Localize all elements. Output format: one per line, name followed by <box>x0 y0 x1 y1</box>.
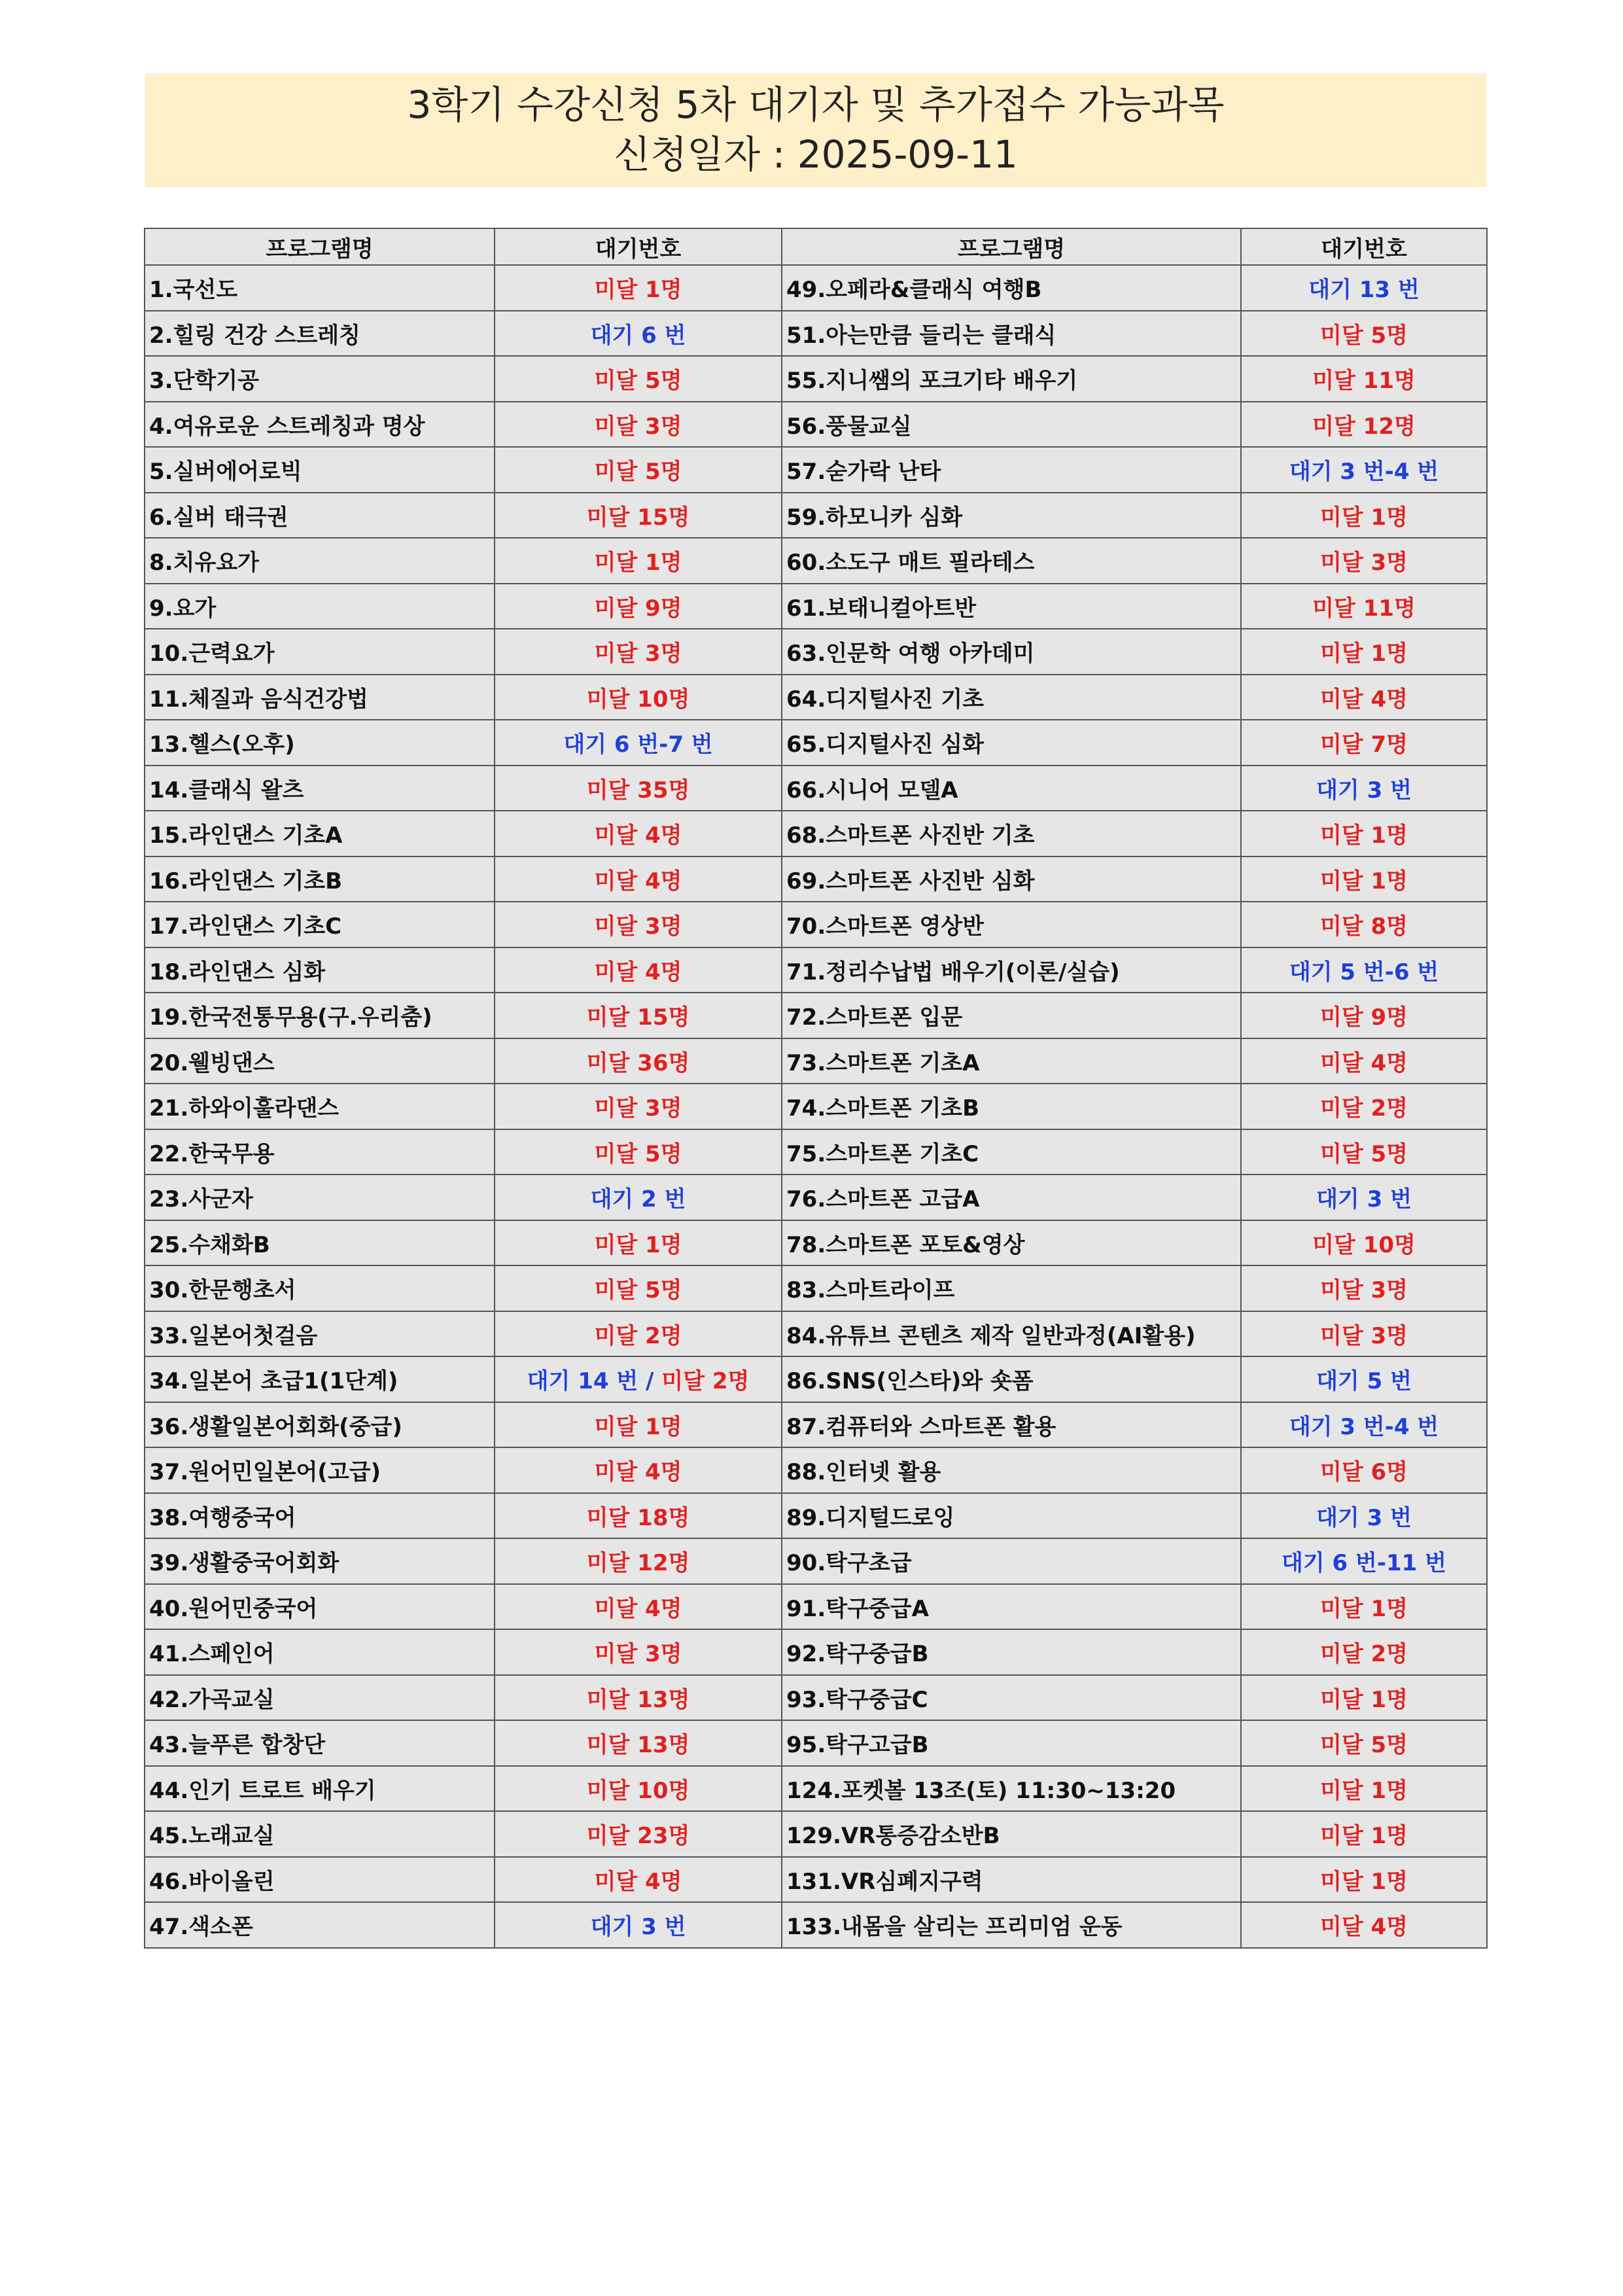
program-name-cell: 64.디지털사진 기초 <box>782 675 1241 720</box>
status-cell: 대기 13 번 <box>1241 265 1487 311</box>
header-program-name-left: 프로그램명 <box>145 228 495 265</box>
status-cell: 미달 35명 <box>495 766 782 811</box>
status-cell: 미달 1명 <box>1241 1766 1487 1812</box>
table-row <box>145 1356 1487 1402</box>
status-cell: 미달 1명 <box>1241 1675 1487 1721</box>
table-row <box>145 1129 1487 1175</box>
status-cell: 미달 6명 <box>1241 1447 1487 1493</box>
program-name-cell: 75.스마트폰 기초C <box>782 1129 1241 1175</box>
program-name-cell: 68.스마트폰 사진반 기초 <box>782 811 1241 857</box>
status-cell: 미달 2명 <box>1241 1084 1487 1129</box>
table-row <box>145 1720 1487 1766</box>
program-name-cell: 73.스마트폰 기초A <box>782 1038 1241 1084</box>
program-name-cell: 14.클래식 왈츠 <box>145 766 495 811</box>
program-name-cell: 90.탁구초급 <box>782 1538 1241 1584</box>
program-name-cell: 45.노래교실 <box>145 1811 495 1857</box>
program-name-cell: 65.디지털사진 심화 <box>782 720 1241 766</box>
status-cell: 미달 15명 <box>495 993 782 1038</box>
table-row <box>145 1038 1487 1084</box>
status-cell: 미달 1명 <box>1241 1811 1487 1857</box>
program-name-cell: 61.보태니컬아트반 <box>782 584 1241 629</box>
status-cell: 미달 3명 <box>495 1084 782 1129</box>
table-row <box>145 493 1487 539</box>
table-row <box>145 311 1487 357</box>
status-cell: 미달 3명 <box>495 402 782 448</box>
table-row <box>145 1857 1487 1903</box>
program-name-cell: 74.스마트폰 기초B <box>782 1084 1241 1129</box>
program-name-cell: 78.스마트폰 포토&영상 <box>782 1220 1241 1266</box>
table-row <box>145 1538 1487 1584</box>
status-cell: 미달 15명 <box>495 493 782 539</box>
program-name-cell: 124.포켓볼 13조(토) 11:30~13:20 <box>782 1766 1241 1812</box>
status-cell: 대기 3 번-4 번 <box>1241 447 1487 493</box>
status-cell: 미달 9명 <box>495 584 782 629</box>
program-name-cell: 71.정리수납법 배우기(이론/실습) <box>782 947 1241 993</box>
status-cell: 대기 3 번 <box>1241 1174 1487 1220</box>
program-name-cell: 89.디지털드로잉 <box>782 1493 1241 1539</box>
status-cell: 미달 2명 <box>495 1311 782 1357</box>
status-cell <box>495 1356 782 1402</box>
table-row <box>145 1265 1487 1311</box>
program-name-cell: 13.헬스(오후) <box>145 720 495 766</box>
status-cell: 대기 6 번-11 번 <box>1241 1538 1487 1584</box>
program-name-cell: 16.라인댄스 기초B <box>145 857 495 902</box>
status-cell: 미달 1명 <box>495 1402 782 1448</box>
status-cell: 미달 1명 <box>1241 857 1487 902</box>
table-row <box>145 947 1487 993</box>
status-cell: 미달 4명 <box>495 1584 782 1630</box>
program-name-cell: 66.시니어 모델A <box>782 766 1241 811</box>
status-cell: 미달 5명 <box>1241 311 1487 357</box>
status-cell: 미달 4명 <box>495 1857 782 1903</box>
program-name-cell: 9.요가 <box>145 584 495 629</box>
program-name-cell: 21.하와이훌라댄스 <box>145 1084 495 1129</box>
program-name-cell: 55.지니쌤의 포크기타 배우기 <box>782 356 1241 402</box>
program-name-cell: 131.VR심폐지구력 <box>782 1857 1241 1903</box>
program-name-cell: 36.생활일본어회화(중급) <box>145 1402 495 1448</box>
status-cell: 대기 3 번 <box>1241 766 1487 811</box>
program-name-cell: 86.SNS(인스타)와 숏폼 <box>782 1356 1241 1402</box>
table-row <box>145 402 1487 448</box>
status-cell: 미달 3명 <box>495 629 782 675</box>
table-row <box>145 1629 1487 1675</box>
program-name-cell: 1.국선도 <box>145 265 495 311</box>
status-cell: 미달 7명 <box>1241 720 1487 766</box>
application-date: 신청일자 : 2025-09-11 <box>614 132 1018 177</box>
status-cell: 미달 12명 <box>495 1538 782 1584</box>
header-wait-number-right: 대기번호 <box>1241 228 1487 265</box>
program-name-cell: 19.한국전통무용(구.우리춤) <box>145 993 495 1038</box>
status-cell: 미달 13명 <box>495 1720 782 1766</box>
program-name-cell: 10.근력요가 <box>145 629 495 675</box>
program-name-cell: 51.아는만큼 들리는 클래식 <box>782 311 1241 357</box>
program-name-cell: 59.하모니카 심화 <box>782 493 1241 539</box>
program-name-cell: 87.컴퓨터와 스마트폰 활용 <box>782 1402 1241 1448</box>
wait-part: 대기 14 번 / <box>527 1368 654 1395</box>
status-cell: 미달 11명 <box>1241 356 1487 402</box>
status-cell: 미달 4명 <box>1241 675 1487 720</box>
header-program-name-right: 프로그램명 <box>782 228 1241 265</box>
program-name-cell: 47.색소폰 <box>145 1902 495 1948</box>
program-name-cell: 22.한국무용 <box>145 1129 495 1175</box>
status-cell: 대기 5 번 <box>1241 1356 1487 1402</box>
table-row <box>145 675 1487 720</box>
table-row <box>145 1084 1487 1129</box>
program-name-cell: 76.스마트폰 고급A <box>782 1174 1241 1220</box>
program-name-cell: 88.인터넷 활용 <box>782 1447 1241 1493</box>
page-title: 3학기 수강신청 5차 대기자 및 추가접수 가능과목 <box>407 82 1225 127</box>
status-cell: 미달 5명 <box>1241 1129 1487 1175</box>
program-name-cell: 57.숟가락 난타 <box>782 447 1241 493</box>
table-row <box>145 811 1487 857</box>
status-cell: 대기 6 번-7 번 <box>495 720 782 766</box>
table-row <box>145 584 1487 629</box>
program-name-cell: 40.원어민중국어 <box>145 1584 495 1630</box>
status-cell: 미달 18명 <box>495 1493 782 1539</box>
table-header-row <box>145 228 1487 265</box>
program-name-cell: 15.라인댄스 기초A <box>145 811 495 857</box>
status-cell: 미달 10명 <box>495 1766 782 1812</box>
status-cell: 미달 4명 <box>495 811 782 857</box>
status-cell: 미달 1명 <box>1241 493 1487 539</box>
shortfall-part: 미달 2명 <box>654 1368 750 1395</box>
status-cell: 미달 10명 <box>1241 1220 1487 1266</box>
program-name-cell: 38.여행중국어 <box>145 1493 495 1539</box>
status-cell: 대기 5 번-6 번 <box>1241 947 1487 993</box>
program-name-cell: 5.실버에어로빅 <box>145 447 495 493</box>
status-cell: 미달 8명 <box>1241 902 1487 947</box>
status-cell: 미달 9명 <box>1241 993 1487 1038</box>
table-row <box>145 538 1487 584</box>
status-cell: 미달 1명 <box>495 265 782 311</box>
status-cell: 미달 5명 <box>495 447 782 493</box>
status-cell: 대기 3 번 <box>495 1902 782 1948</box>
status-cell: 미달 4명 <box>495 947 782 993</box>
program-name-cell: 34.일본어 초급1(1단계) <box>145 1356 495 1402</box>
program-name-cell: 84.유튜브 콘텐츠 제작 일반과정(AI활용) <box>782 1311 1241 1357</box>
program-name-cell: 63.인문학 여행 아카데미 <box>782 629 1241 675</box>
program-name-cell: 8.치유요가 <box>145 538 495 584</box>
table-row <box>145 720 1487 766</box>
table-row <box>145 1402 1487 1448</box>
table-row <box>145 857 1487 902</box>
status-cell: 미달 1명 <box>1241 629 1487 675</box>
status-cell: 미달 4명 <box>1241 1038 1487 1084</box>
program-name-cell: 17.라인댄스 기초C <box>145 902 495 947</box>
program-name-cell: 37.원어민일본어(고급) <box>145 1447 495 1493</box>
program-name-cell: 46.바이올린 <box>145 1857 495 1903</box>
header-wait-number-left: 대기번호 <box>495 228 782 265</box>
program-name-cell: 95.탁구고급B <box>782 1720 1241 1766</box>
status-cell: 미달 3명 <box>1241 1311 1487 1357</box>
status-cell: 미달 23명 <box>495 1811 782 1857</box>
title-banner <box>145 73 1486 187</box>
status-cell: 미달 3명 <box>495 902 782 947</box>
table-row <box>145 1675 1487 1721</box>
status-cell: 미달 11명 <box>1241 584 1487 629</box>
table-row <box>145 1584 1487 1630</box>
status-cell: 미달 1명 <box>495 1220 782 1266</box>
program-name-cell: 3.단학기공 <box>145 356 495 402</box>
status-cell: 미달 5명 <box>495 356 782 402</box>
table-row <box>145 1493 1487 1539</box>
table-row <box>145 1811 1487 1857</box>
status-cell: 미달 4명 <box>495 1447 782 1493</box>
status-cell: 미달 13명 <box>495 1675 782 1721</box>
program-name-cell: 39.생활중국어회화 <box>145 1538 495 1584</box>
program-name-cell: 72.스마트폰 입문 <box>782 993 1241 1038</box>
status-cell: 대기 6 번 <box>495 311 782 357</box>
status-cell: 미달 3명 <box>495 1629 782 1675</box>
table-row <box>145 1174 1487 1220</box>
table-row <box>145 1447 1487 1493</box>
program-name-cell: 30.한문행초서 <box>145 1265 495 1311</box>
program-name-cell: 129.VR통증감소반B <box>782 1811 1241 1857</box>
program-name-cell: 69.스마트폰 사진반 심화 <box>782 857 1241 902</box>
status-cell: 미달 2명 <box>1241 1629 1487 1675</box>
status-cell: 미달 5명 <box>495 1265 782 1311</box>
program-name-cell: 2.힐링 건강 스트레칭 <box>145 311 495 357</box>
program-name-cell: 60.소도구 매트 필라테스 <box>782 538 1241 584</box>
program-name-cell: 33.일본어첫걸음 <box>145 1311 495 1357</box>
status-cell: 대기 2 번 <box>495 1174 782 1220</box>
status-cell: 미달 10명 <box>495 675 782 720</box>
status-cell: 미달 3명 <box>1241 538 1487 584</box>
table-body <box>145 265 1487 1948</box>
status-cell: 미달 4명 <box>495 857 782 902</box>
status-cell: 대기 3 번 <box>1241 1493 1487 1539</box>
status-cell: 미달 5명 <box>1241 1720 1487 1766</box>
program-name-cell: 93.탁구중급C <box>782 1675 1241 1721</box>
program-name-cell: 133.내몸을 살리는 프리미엄 운동 <box>782 1902 1241 1948</box>
status-cell: 미달 12명 <box>1241 402 1487 448</box>
program-name-cell: 4.여유로운 스트레칭과 명상 <box>145 402 495 448</box>
program-name-cell: 41.스페인어 <box>145 1629 495 1675</box>
table-row <box>145 447 1487 493</box>
table-row <box>145 629 1487 675</box>
status-cell: 미달 36명 <box>495 1038 782 1084</box>
status-cell: 미달 3명 <box>1241 1265 1487 1311</box>
program-name-cell: 83.스마트라이프 <box>782 1265 1241 1311</box>
program-name-cell: 43.늘푸른 합창단 <box>145 1720 495 1766</box>
status-cell: 미달 4명 <box>1241 1902 1487 1948</box>
program-name-cell: 91.탁구중급A <box>782 1584 1241 1630</box>
status-cell: 미달 1명 <box>1241 1584 1487 1630</box>
program-name-cell: 25.수채화B <box>145 1220 495 1266</box>
waitlist-table <box>144 228 1488 1949</box>
table-row <box>145 1766 1487 1812</box>
status-cell: 미달 5명 <box>495 1129 782 1175</box>
table-row <box>145 265 1487 311</box>
program-name-cell: 6.실버 태극권 <box>145 493 495 539</box>
program-name-cell: 42.가곡교실 <box>145 1675 495 1721</box>
status-cell: 미달 1명 <box>1241 1857 1487 1903</box>
status-cell: 미달 1명 <box>1241 811 1487 857</box>
program-name-cell: 49.오페라&클래식 여행B <box>782 265 1241 311</box>
program-name-cell: 92.탁구중급B <box>782 1629 1241 1675</box>
table-row <box>145 993 1487 1038</box>
program-name-cell: 23.사군자 <box>145 1174 495 1220</box>
program-name-cell: 20.웰빙댄스 <box>145 1038 495 1084</box>
table-row <box>145 1220 1487 1266</box>
program-name-cell: 11.체질과 음식건강법 <box>145 675 495 720</box>
program-name-cell: 70.스마트폰 영상반 <box>782 902 1241 947</box>
status-cell: 대기 3 번-4 번 <box>1241 1402 1487 1448</box>
table-row <box>145 902 1487 947</box>
status-cell: 미달 1명 <box>495 538 782 584</box>
program-name-cell: 56.풍물교실 <box>782 402 1241 448</box>
table-row <box>145 1902 1487 1948</box>
program-name-cell: 18.라인댄스 심화 <box>145 947 495 993</box>
table-row <box>145 766 1487 811</box>
program-name-cell: 44.인기 트로트 배우기 <box>145 1766 495 1812</box>
table-row <box>145 1311 1487 1357</box>
table-row <box>145 356 1487 402</box>
